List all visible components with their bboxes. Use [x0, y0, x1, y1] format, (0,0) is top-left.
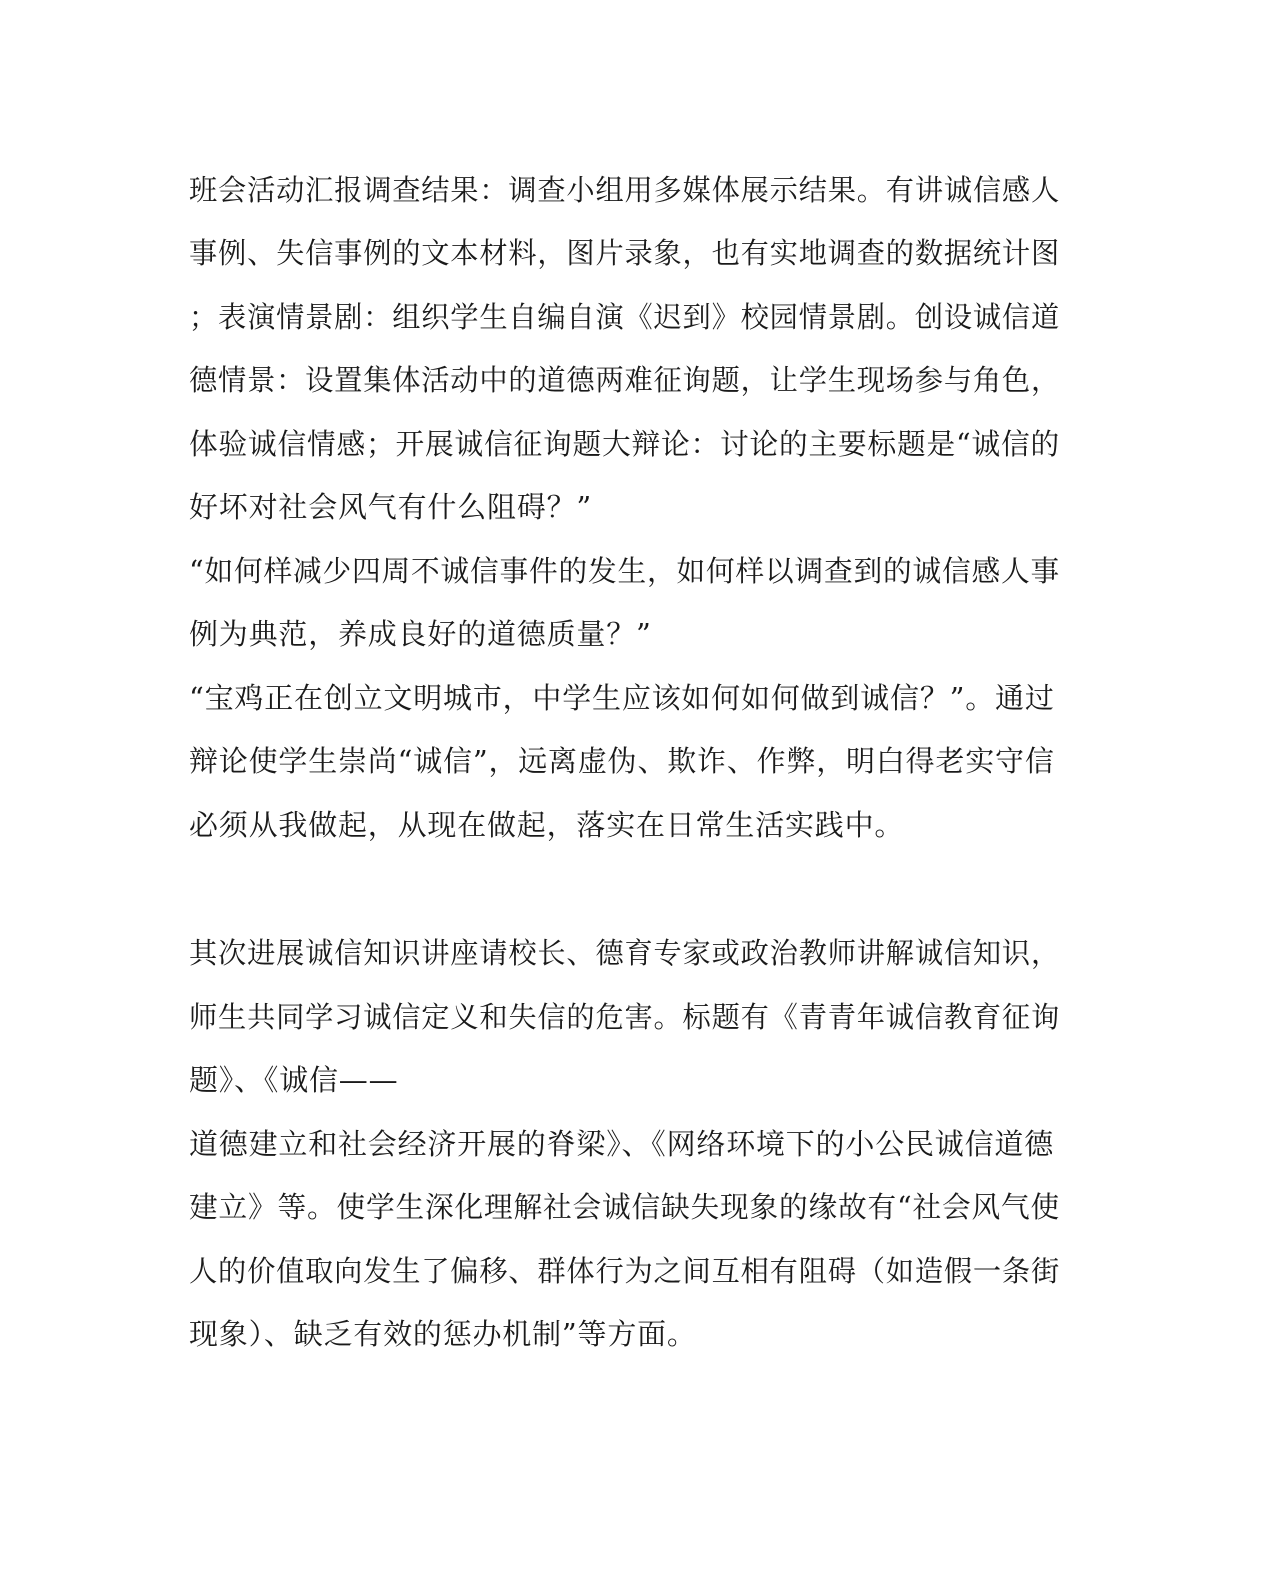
text-line: ；表演情景剧：组织学生自编自演《迟到》校园情景剧。创设诚信道 [189, 300, 1060, 334]
text-line: 现象）、缺乏有效的惩办机制”等方面。 [189, 1317, 697, 1351]
text-line: 事例、失信事例的文本材料，图片录象，也有实地调查的数据统计图 [189, 236, 1060, 270]
text-line: 班会活动汇报调查结果：调查小组用多媒体展示结果。有讲诚信感人 [189, 173, 1060, 207]
text-line: “如何样减少四周不诚信事件的发生，如何样以调查到的诚信感人事 [189, 554, 1060, 588]
text-line: 德情景：设置集体活动中的道德两难征询题，让学生现场参与角色， [189, 363, 1060, 397]
text-line: 师生共同学习诚信定义和失信的危害。标题有《青青年诚信教育征询 [189, 1000, 1060, 1034]
text-line: 人的价值取向发生了偏移、群体行为之间互相有阻碍（如造假一条街 [189, 1254, 1060, 1288]
text-line: 题》、《诚信—— [189, 1063, 399, 1097]
text-line: 必须从我做起，从现在做起，落实在日常生活实践中。 [189, 808, 905, 842]
text-line: 其次进展诚信知识讲座请校长、德育专家或政治教师讲解诚信知识， [189, 936, 1060, 970]
text-line: 好坏对社会风气有什么阻碍？” [189, 490, 593, 524]
text-line: 道德建立和社会经济开展的脊梁》、《网络环境下的小公民诚信道德 [189, 1127, 1055, 1161]
text-line: 体验诚信情感；开展诚信征询题大辩论：讨论的主要标题是“诚信的 [189, 427, 1060, 461]
text-line: 建立》等。使学生深化理解社会诚信缺失现象的缘故有“社会风气使 [189, 1190, 1060, 1224]
text-line: 辩论使学生崇尚“诚信”，远离虚伪、欺诈、作弊，明白得老实守信 [189, 744, 1055, 778]
text-line: “宝鸡正在创立文明城市，中学生应该如何如何做到诚信？”。通过 [189, 681, 1055, 715]
text-line: 例为典范，养成良好的道德质量？” [189, 617, 652, 651]
